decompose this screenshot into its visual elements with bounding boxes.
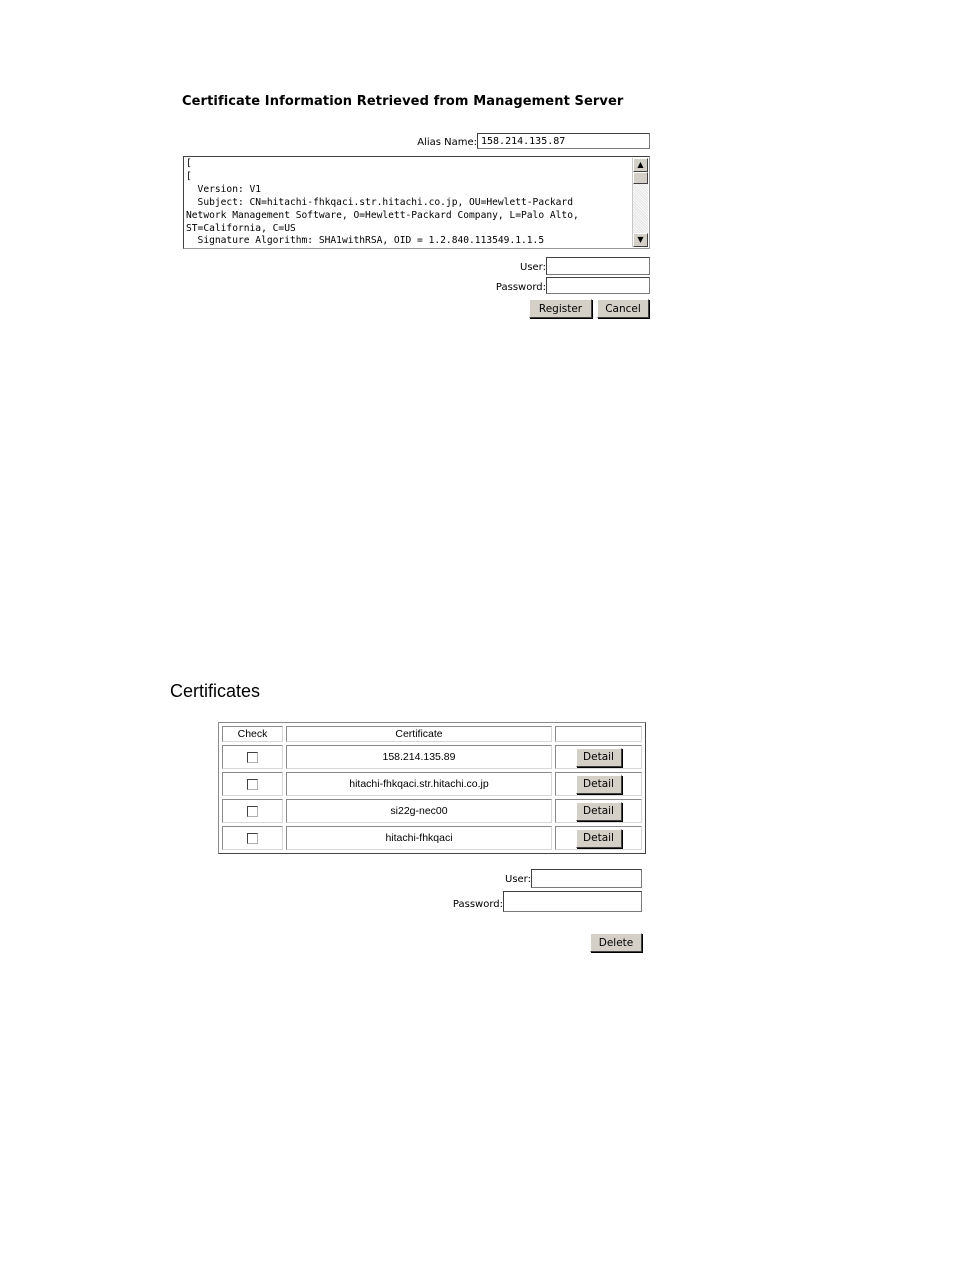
table-row (222, 826, 642, 850)
table-header-row (222, 726, 642, 742)
delete-user-input[interactable] (531, 869, 642, 888)
register-password-label: Password: (495, 282, 546, 293)
table-row (222, 799, 642, 823)
register-section-title: Certificate Information Retrieved from Management Server (182, 94, 624, 109)
column-header-certificate: Certificate (286, 726, 552, 742)
table-row (222, 745, 642, 769)
certificate-name: hitachi-fhkqaci.str.hitachi.co.jp (286, 772, 552, 796)
row-checkbox[interactable] (247, 752, 258, 763)
cancel-button[interactable]: Cancel (597, 299, 649, 318)
certificate-name: si22g-nec00 (286, 799, 552, 823)
detail-button[interactable]: Detail (576, 748, 622, 767)
scroll-down-arrow-icon[interactable]: ▼ (633, 233, 648, 247)
row-checkbox[interactable] (247, 806, 258, 817)
alias-name-label: Alias Name: (417, 137, 477, 148)
row-checkbox[interactable] (247, 833, 258, 844)
register-user-input[interactable] (546, 257, 650, 275)
column-header-check: Check (222, 726, 283, 742)
certificate-name: 158.214.135.89 (286, 745, 552, 769)
scrollbar-thumb[interactable] (633, 172, 648, 184)
certificate-name: hitachi-fhkqaci (286, 826, 552, 850)
alias-name-input[interactable] (477, 133, 650, 149)
column-header-actions (555, 726, 642, 742)
delete-password-input[interactable] (503, 891, 642, 912)
scroll-up-arrow-icon[interactable]: ▲ (633, 158, 648, 172)
detail-button[interactable]: Detail (576, 802, 622, 821)
row-checkbox[interactable] (247, 779, 258, 790)
register-password-input[interactable] (546, 277, 650, 294)
table-row (222, 772, 642, 796)
certificate-scrollbar[interactable] (632, 158, 648, 247)
delete-user-label: User: (505, 874, 531, 885)
certificate-info-textarea[interactable] (183, 156, 650, 249)
certificates-table (218, 722, 646, 854)
detail-button[interactable]: Detail (576, 775, 622, 794)
delete-password-label: Password: (452, 899, 503, 910)
register-button[interactable]: Register (529, 299, 592, 318)
register-user-label: User: (520, 262, 546, 273)
detail-button[interactable]: Detail (576, 829, 622, 848)
certificate-info-text: [ [ Version: V1 Subject: CN=hitachi-fhkqaci.str.hitachi.co.jp, OU=Hewlett-Packard Network Management Software, O=Hewlett-Packard Company, L=Palo Alto, ST=California, C=US Signature Algorithm: SHA1withRSA, OID = 1.2.840.113549.1.1.5 (186, 158, 579, 247)
certificates-section-title: Certificates (170, 681, 261, 701)
delete-button[interactable]: Delete (590, 933, 642, 952)
